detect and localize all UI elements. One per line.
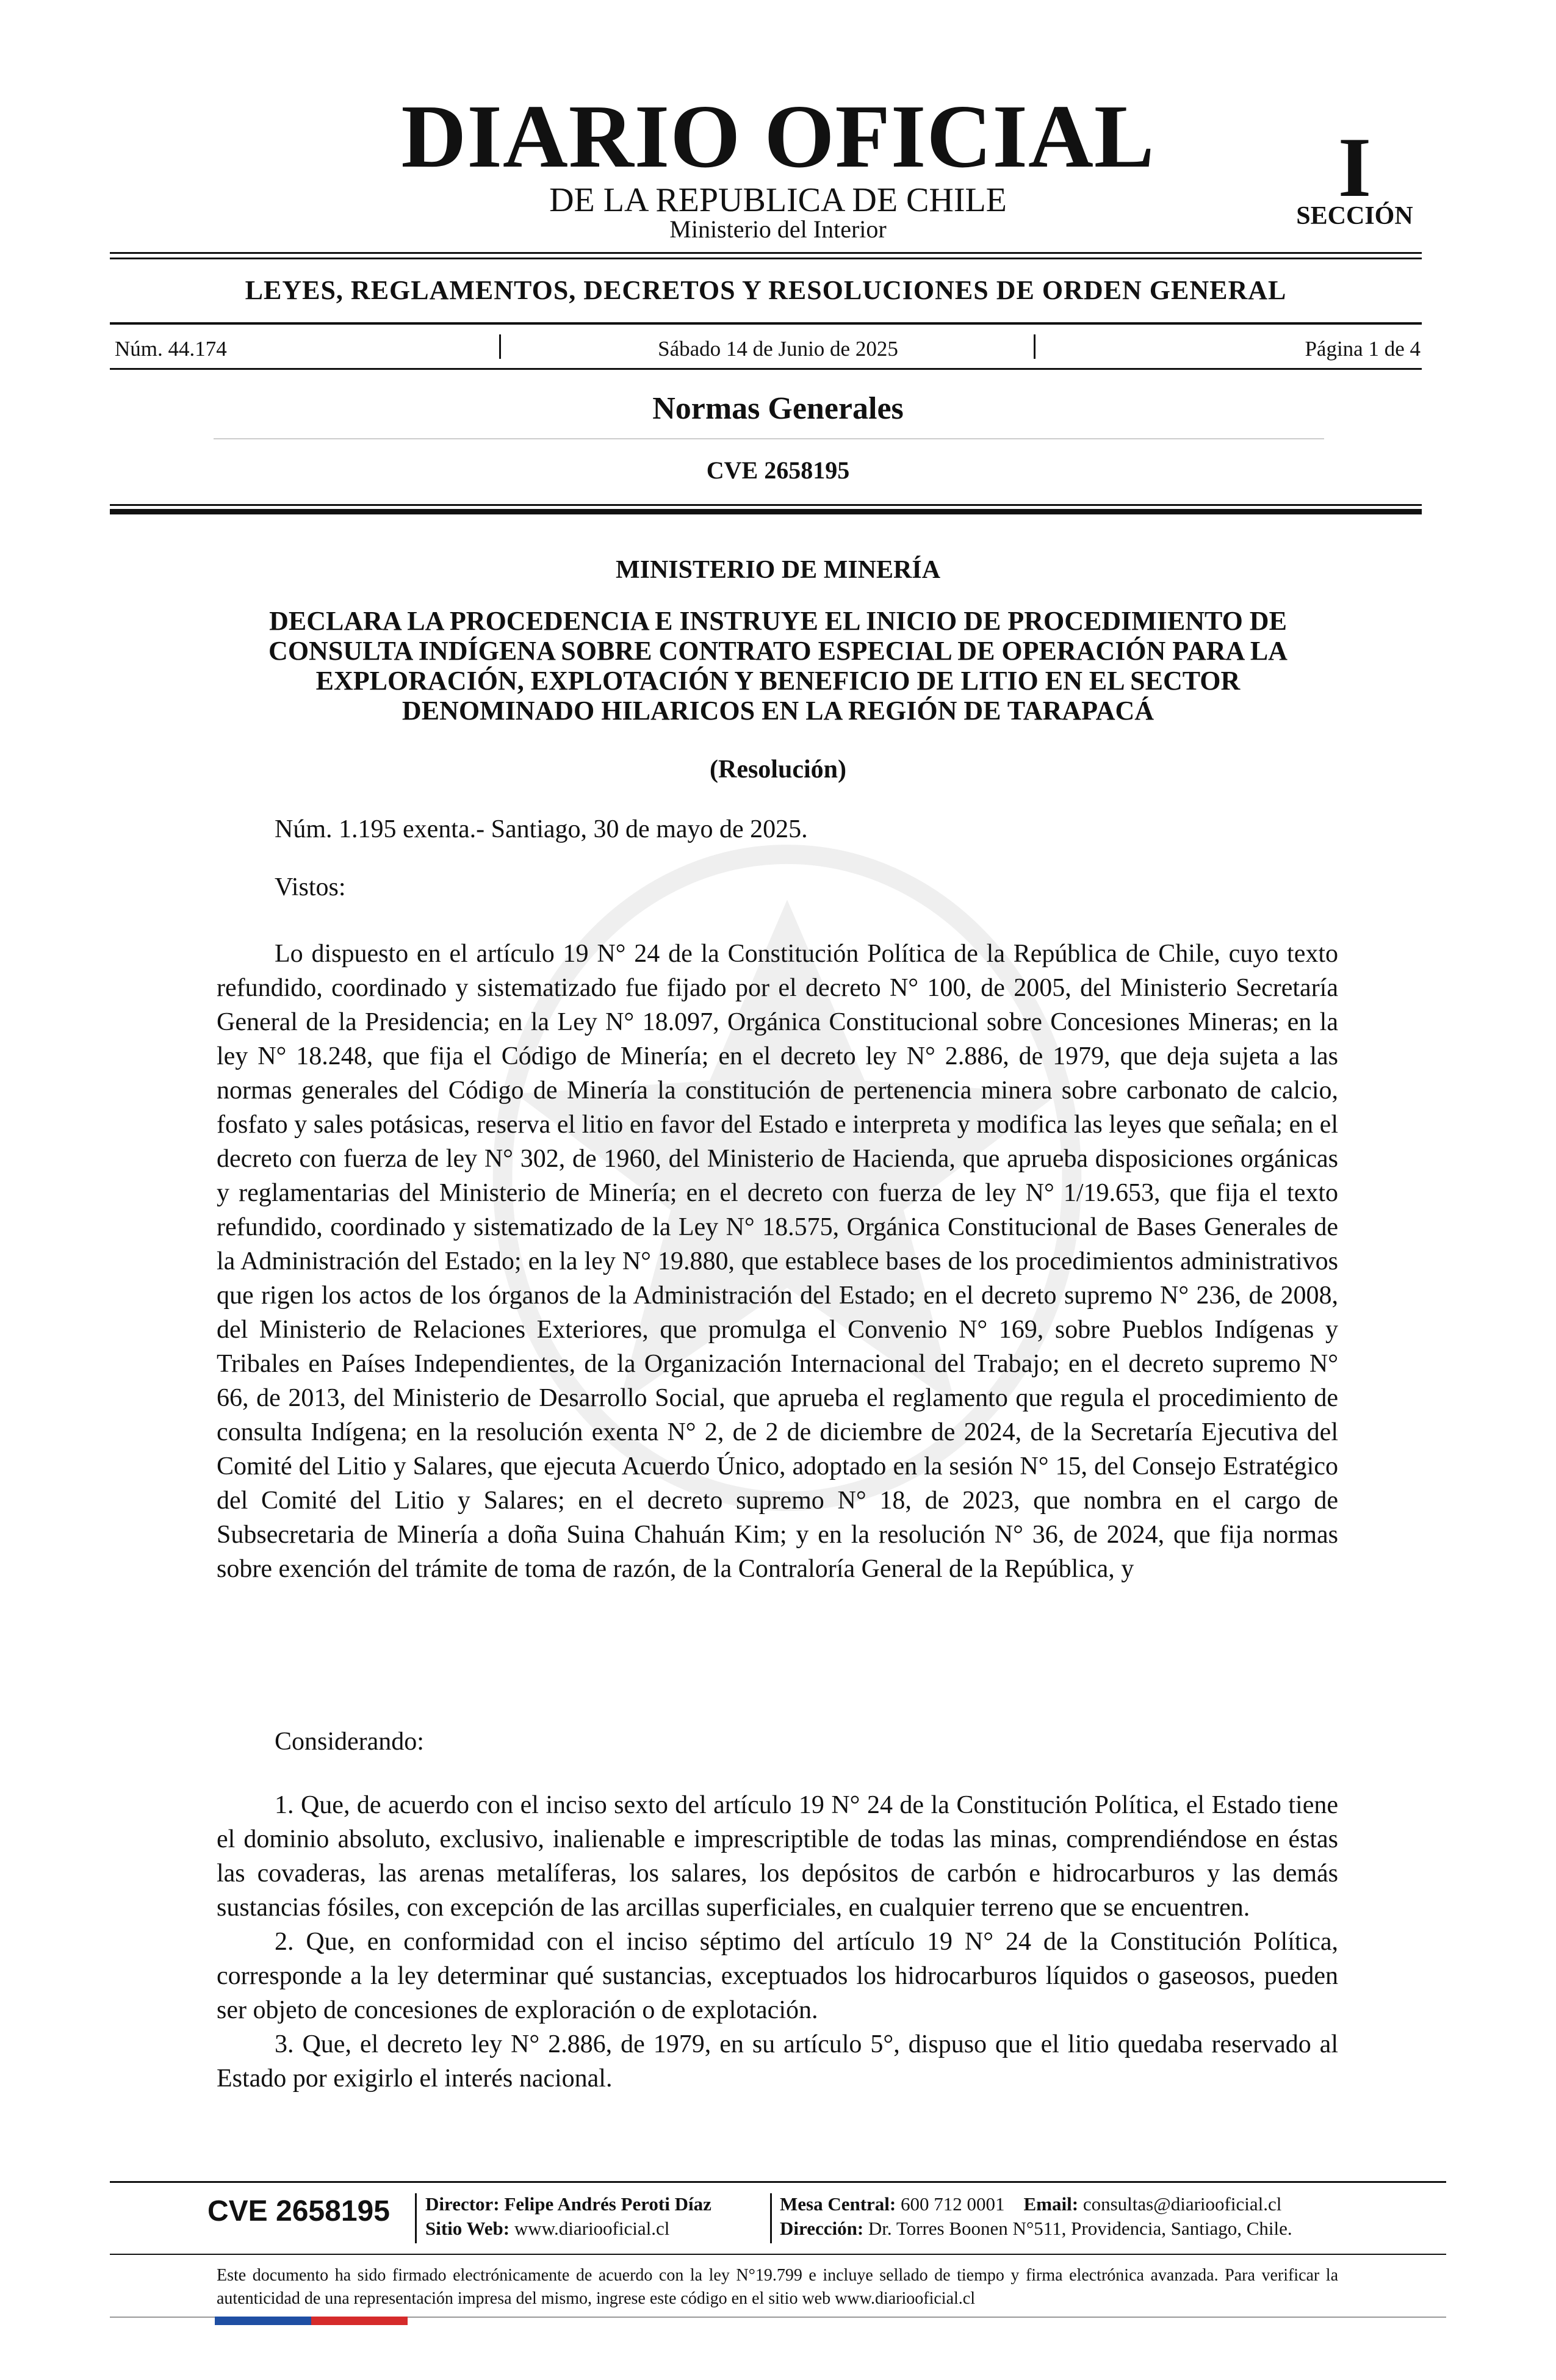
header-rule-thin bbox=[110, 504, 1422, 506]
document-title-line: CONSULTA INDÍGENA SOBRE CONTRATO ESPECIAL DE OPERACIÓN PARA LA bbox=[268, 636, 1288, 666]
header-rule-thick bbox=[110, 509, 1422, 514]
footer-rule-middle bbox=[110, 2254, 1446, 2255]
footer-divider bbox=[415, 2193, 417, 2243]
masthead-rule-bottom bbox=[110, 258, 1422, 259]
considerando-list bbox=[217, 1788, 1338, 2096]
masthead-title: DIARIO OFICIAL bbox=[401, 87, 1155, 187]
footer-contact-block bbox=[780, 2192, 1292, 2241]
section-heading: Normas Generales bbox=[652, 391, 904, 426]
considerando-item: 3. Que, el decreto ley N° 2.886, de 1979, en su artículo 5°, dispuso que el litio quedaba reservado al Estado por exigirlo el interés nacional. bbox=[217, 2030, 1338, 2093]
footer-legal-note: Este documento ha sido firmado electrónicamente de acuerdo con la ley N°19.799 e incluye sellado de tiempo y firma electrónica avanzada. Para verificar la autenticidad de una representación impresa del mismo, ingrese este código en el sitio web www.diariooficial.cl bbox=[217, 2266, 1338, 2308]
category-heading: LEYES, REGLAMENTOS, DECRETOS Y RESOLUCIONES DE ORDEN GENERAL bbox=[245, 275, 1287, 305]
document-title-line: DENOMINADO HILARICOS EN LA REGIÓN DE TARAPACÁ bbox=[402, 696, 1154, 726]
section-numeral: I bbox=[1338, 120, 1372, 215]
masthead-subtitle: DE LA REPUBLICA DE CHILE bbox=[549, 181, 1007, 219]
director-name: Felipe Andrés Peroti Díaz bbox=[504, 2193, 711, 2215]
category-rule bbox=[110, 322, 1422, 325]
considerando-label: Considerando: bbox=[275, 1728, 424, 1756]
address-value: Dr. Torres Boonen N°511, Providencia, Santiago, Chile. bbox=[868, 2218, 1292, 2239]
director-label: Director: bbox=[425, 2193, 500, 2215]
document-type: (Resolución) bbox=[710, 755, 846, 784]
masthead-ministry: Ministerio del Interior bbox=[669, 215, 887, 243]
resolution-number-line: Núm. 1.195 exenta.- Santiago, 30 de mayo de 2025. bbox=[275, 815, 808, 843]
footer-divider bbox=[770, 2193, 772, 2243]
document-title-line: EXPLORACIÓN, EXPLOTACIÓN Y BENEFICIO DE LITIO EN EL SECTOR bbox=[315, 666, 1241, 696]
section-label: SECCIÓN bbox=[1296, 202, 1413, 230]
footer-rule-top bbox=[110, 2181, 1446, 2183]
issue-date: Sábado 14 de Junio de 2025 bbox=[658, 337, 898, 361]
document-title bbox=[201, 606, 1355, 726]
email-link[interactable]: consultas@diariooficial.cl bbox=[1082, 2193, 1282, 2215]
footer-director-block bbox=[425, 2192, 711, 2241]
vistos-label: Vistos: bbox=[275, 873, 346, 901]
cve-code: CVE 2658195 bbox=[706, 456, 850, 484]
document-title-line: DECLARA LA PROCEDENCIA E INSTRUYE EL INICIO DE PROCEDIMIENTO DE bbox=[269, 606, 1287, 636]
considerando-item: 1. Que, de acuerdo con el inciso sexto del artículo 19 N° 24 de la Constitución Política, el Estado tiene el dominio absoluto, exclusivo, inalienable e imprescriptible de todas las minas, comprendiéndose en éstas las covaderas, las arenas metalíferas, los salares, los depósitos de carbón e hidrocarburos y las demás sustancias fósiles, con excepción de las arcillas superficiales, en cualquier terreno que se encuentren. bbox=[217, 1791, 1338, 1922]
address-label: Dirección: bbox=[780, 2218, 864, 2239]
issue-number: Núm. 44.174 bbox=[115, 337, 227, 361]
issuing-ministry: MINISTERIO DE MINERÍA bbox=[615, 556, 941, 584]
page-count: Página 1 de 4 bbox=[1305, 337, 1421, 361]
footer-cve-code: CVE 2658195 bbox=[207, 2195, 390, 2227]
info-divider bbox=[1034, 334, 1036, 359]
section-heading-rule bbox=[214, 438, 1324, 439]
info-rule bbox=[110, 368, 1422, 370]
flag-stripe-red bbox=[311, 2317, 408, 2325]
phone-label: Mesa Central: bbox=[780, 2193, 896, 2215]
email-label: Email: bbox=[1023, 2193, 1079, 2215]
phone-number: 600 712 0001 bbox=[901, 2193, 1005, 2215]
website-link[interactable]: www.diariooficial.cl bbox=[514, 2218, 670, 2239]
website-label: Sitio Web: bbox=[425, 2218, 510, 2239]
flag-stripe-blue bbox=[215, 2317, 311, 2325]
masthead-rule-top bbox=[110, 252, 1422, 254]
vistos-text: Lo dispuesto en el artículo 19 N° 24 de la Constitución Política de la República de Chile, cuyo texto refundido, coordinado y sistematizado fue fijado por el decreto N° 100, de 2005, del Ministerio Secretaría General de la Presidencia; en la Ley N° 18.097, Orgánica Constitucional sobre Concesiones Mineras; en la ley N° 18.248, que fija el Código de Minería; en el decreto ley N° 2.886, de 1979, que deja sujeta a las normas generales del Código de Minería la constitución de pertenencia minera sobre carbonato de calcio, fosfato y sales potásicas, reserva el litio en favor del Estado e interpreta y modifica las leyes que señala; en el decreto con fuerza de ley N° 302, de 1960, del Ministerio de Hacienda, que aprueba disposiciones orgánicas y reglamentarias del Ministerio de Minería; en el decreto con fuerza de ley N° 1/19.653, que fija el texto refundido, coordinado y sistematizado de la Ley N° 18.575, Orgánica Constitucional de Bases Generales de la Administración del Estado; en la ley N° 19.880, que establece bases de los procedimientos administrativos que rigen los actos de los órganos de la Administración del Estado; en el decreto supremo N° 236, de 2008, del Ministerio de Relaciones Exteriores, que promulga el Convenio N° 169, sobre Pueblos Indígenas y Tribales en Países Independientes, de la Organización Internacional del Trabajo; en el decreto supremo N° 66, de 2013, del Ministerio de Desarrollo Social, que aprueba el reglamento que regula el procedimiento de consulta Indígena; en la resolución exenta N° 2, de 2 de diciembre de 2024, de la Secretaría Ejecutiva del Comité del Litio y Salares, que ejecuta Acuerdo Único, adoptado en la sesión N° 15, del Consejo Estratégico del Comité del Litio y Salares; en el decreto supremo N° 18, de 2023, que nombra en el cargo de Subsecretaria de Minería a doña Suina Chahuán Kim; y en la resolución N° 36, de 2024, que fija normas sobre exención del trámite de toma de razón, de la Contraloría General de la República, y bbox=[217, 940, 1338, 1583]
considerando-item: 2. Que, en conformidad con el inciso séptimo del artículo 19 N° 24 de la Constitución Política, corresponde a la ley determinar qué sustancias, exceptuados los hidrocarburos líquidos o gaseosos, pueden ser objeto de concesiones de exploración o de explotación. bbox=[217, 1928, 1338, 2024]
vistos-paragraph bbox=[217, 937, 1338, 1586]
